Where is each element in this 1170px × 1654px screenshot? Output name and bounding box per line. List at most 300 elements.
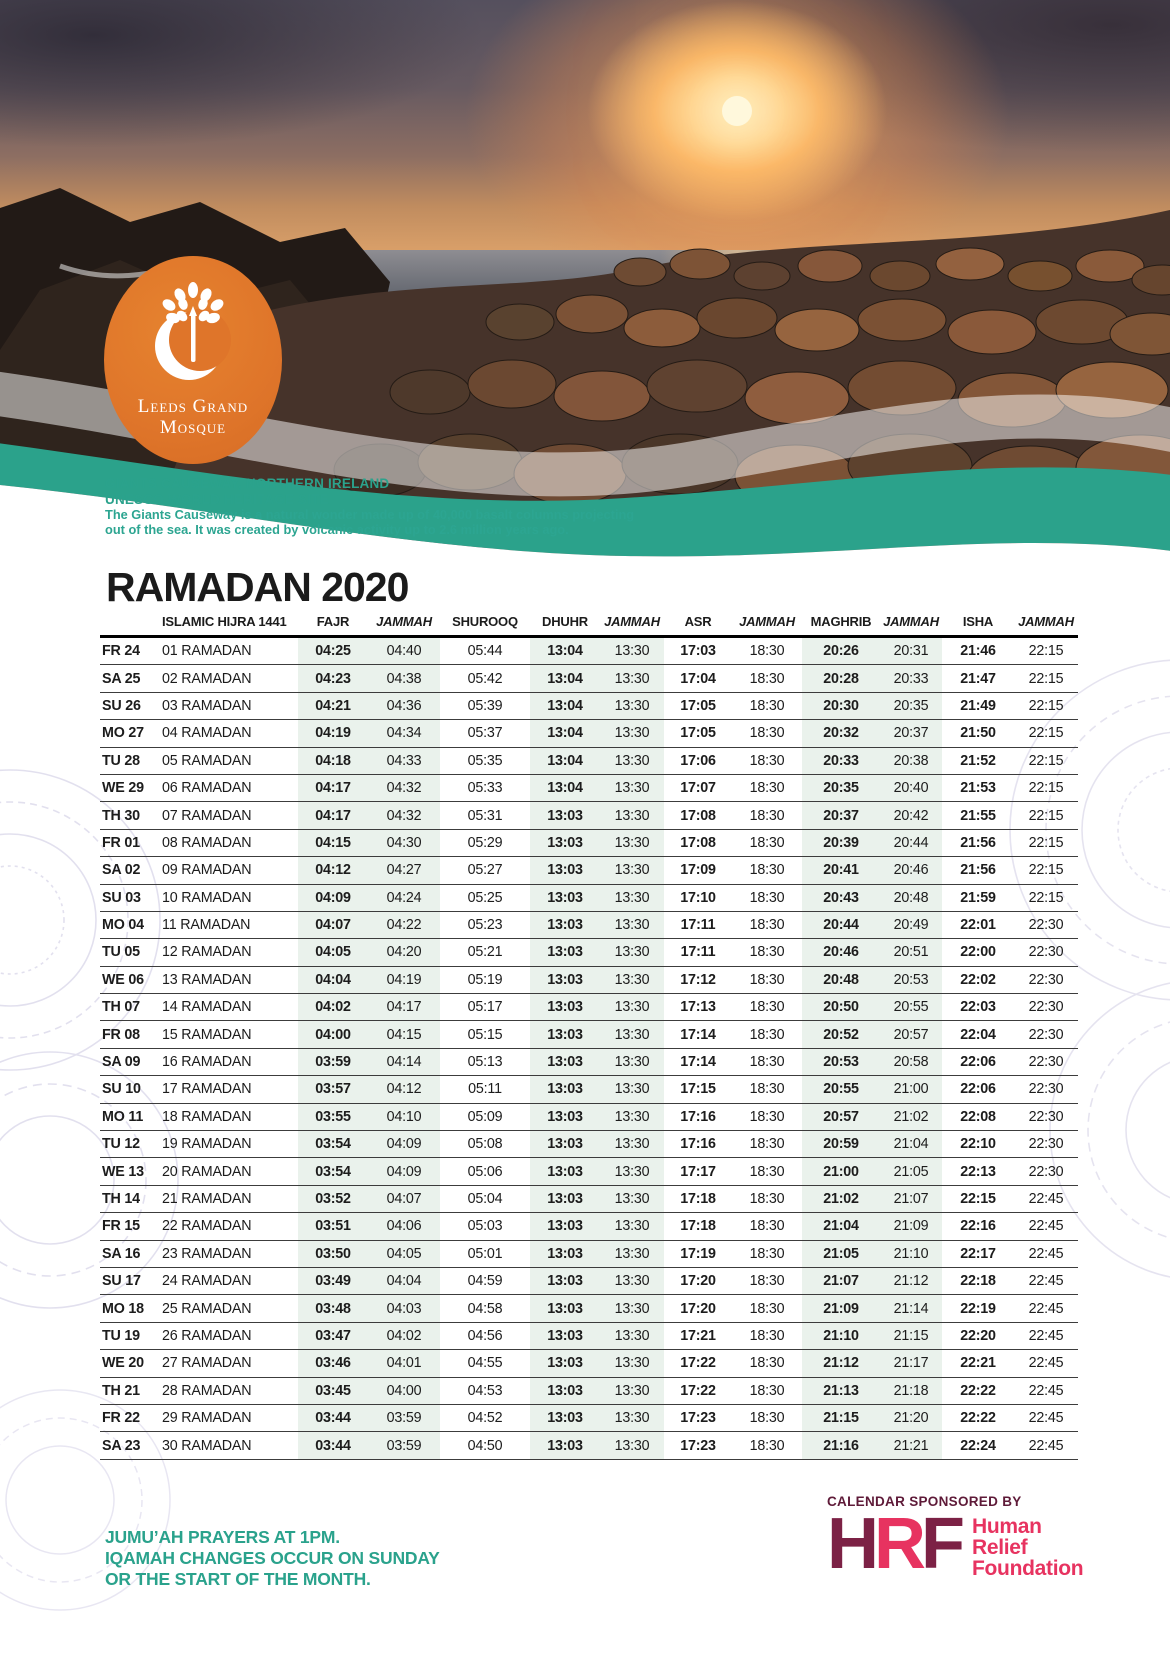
cell-dhuhr_jammah: 13:30 bbox=[600, 1076, 664, 1103]
cell-isha: 22:10 bbox=[942, 1131, 1014, 1158]
cell-fajr: 03:46 bbox=[298, 1350, 368, 1377]
cell-asr_jammah: 18:30 bbox=[732, 747, 802, 774]
cell-fajr_jammah: 04:24 bbox=[368, 884, 440, 911]
cell-isha: 22:08 bbox=[942, 1103, 1014, 1130]
cell-asr: 17:04 bbox=[664, 665, 732, 692]
cell-dhuhr: 13:03 bbox=[530, 1076, 600, 1103]
cell-fajr: 04:09 bbox=[298, 884, 368, 911]
cell-isha_jammah: 22:45 bbox=[1014, 1350, 1078, 1377]
cell-day: MO 27 bbox=[100, 720, 160, 747]
cell-asr: 17:05 bbox=[664, 692, 732, 719]
cell-maghrib_jammah: 21:07 bbox=[880, 1185, 942, 1212]
cell-maghrib_jammah: 20:38 bbox=[880, 747, 942, 774]
cell-maghrib_jammah: 20:55 bbox=[880, 994, 942, 1021]
cell-asr: 17:20 bbox=[664, 1295, 732, 1322]
cell-isha: 22:15 bbox=[942, 1185, 1014, 1212]
cell-fajr_jammah: 04:32 bbox=[368, 802, 440, 829]
cell-isha: 22:19 bbox=[942, 1295, 1014, 1322]
cell-asr_jammah: 18:30 bbox=[732, 1131, 802, 1158]
cell-dhuhr: 13:03 bbox=[530, 1048, 600, 1075]
cell-maghrib: 20:50 bbox=[802, 994, 880, 1021]
cell-day: SA 02 bbox=[100, 857, 160, 884]
cell-maghrib: 21:02 bbox=[802, 1185, 880, 1212]
cell-hijra: 01 RAMADAN bbox=[160, 637, 298, 665]
cell-maghrib_jammah: 20:51 bbox=[880, 939, 942, 966]
cell-fajr_jammah: 03:59 bbox=[368, 1432, 440, 1459]
cell-day: FR 24 bbox=[100, 637, 160, 665]
cell-hijra: 15 RAMADAN bbox=[160, 1021, 298, 1048]
sponsor-name-line2: Relief bbox=[971, 1536, 1028, 1559]
cell-day: SA 09 bbox=[100, 1048, 160, 1075]
cell-maghrib: 21:09 bbox=[802, 1295, 880, 1322]
cell-asr_jammah: 18:30 bbox=[732, 1048, 802, 1075]
cell-maghrib: 20:52 bbox=[802, 1021, 880, 1048]
cell-maghrib_jammah: 21:05 bbox=[880, 1158, 942, 1185]
cell-shurooq: 04:55 bbox=[440, 1350, 530, 1377]
cell-day: TU 05 bbox=[100, 939, 160, 966]
logo-text-line2: Mosque bbox=[159, 417, 227, 438]
cell-isha: 22:22 bbox=[942, 1377, 1014, 1404]
cell-asr_jammah: 18:30 bbox=[732, 1267, 802, 1294]
cell-isha: 22:24 bbox=[942, 1432, 1014, 1459]
cell-day: TU 12 bbox=[100, 1131, 160, 1158]
cell-fajr: 04:12 bbox=[298, 857, 368, 884]
cell-dhuhr: 13:03 bbox=[530, 1322, 600, 1349]
cell-isha: 22:01 bbox=[942, 911, 1014, 938]
cell-asr: 17:08 bbox=[664, 829, 732, 856]
cell-isha: 22:20 bbox=[942, 1322, 1014, 1349]
cell-shurooq: 05:19 bbox=[440, 966, 530, 993]
cell-maghrib_jammah: 20:35 bbox=[880, 692, 942, 719]
cell-isha: 21:49 bbox=[942, 692, 1014, 719]
cell-shurooq: 04:56 bbox=[440, 1322, 530, 1349]
cell-shurooq: 05:33 bbox=[440, 774, 530, 801]
cell-isha_jammah: 22:15 bbox=[1014, 747, 1078, 774]
footer-note-line1: JUMU’AH PRAYERS AT 1PM. bbox=[105, 1527, 340, 1547]
cell-maghrib: 20:41 bbox=[802, 857, 880, 884]
cell-dhuhr_jammah: 13:30 bbox=[600, 802, 664, 829]
cell-day: WE 13 bbox=[100, 1158, 160, 1185]
cell-asr: 17:06 bbox=[664, 747, 732, 774]
cell-isha: 22:17 bbox=[942, 1240, 1014, 1267]
table-row bbox=[100, 939, 1078, 966]
cell-isha_jammah: 22:45 bbox=[1014, 1295, 1078, 1322]
cell-asr_jammah: 18:30 bbox=[732, 1377, 802, 1404]
table-row bbox=[100, 692, 1078, 719]
cell-asr_jammah: 18:30 bbox=[732, 884, 802, 911]
cell-asr_jammah: 18:30 bbox=[732, 994, 802, 1021]
column-header-hijra: ISLAMIC HIJRA 1441 bbox=[160, 614, 298, 637]
cell-dhuhr_jammah: 13:30 bbox=[600, 1432, 664, 1459]
cell-dhuhr_jammah: 13:30 bbox=[600, 1213, 664, 1240]
cell-fajr: 03:47 bbox=[298, 1322, 368, 1349]
cell-asr_jammah: 18:30 bbox=[732, 1076, 802, 1103]
column-header-isha_jammah: JAMMAH bbox=[1014, 614, 1078, 637]
cell-isha_jammah: 22:30 bbox=[1014, 1131, 1078, 1158]
cell-maghrib: 20:48 bbox=[802, 966, 880, 993]
cell-isha_jammah: 22:15 bbox=[1014, 829, 1078, 856]
cell-shurooq: 05:13 bbox=[440, 1048, 530, 1075]
table-row bbox=[100, 1350, 1078, 1377]
cell-dhuhr: 13:04 bbox=[530, 720, 600, 747]
cell-asr: 17:14 bbox=[664, 1021, 732, 1048]
table-row bbox=[100, 994, 1078, 1021]
cell-day: SU 26 bbox=[100, 692, 160, 719]
cell-isha_jammah: 22:45 bbox=[1014, 1267, 1078, 1294]
cell-fajr: 03:50 bbox=[298, 1240, 368, 1267]
cell-maghrib: 20:53 bbox=[802, 1048, 880, 1075]
cell-dhuhr: 13:04 bbox=[530, 692, 600, 719]
cell-fajr_jammah: 04:07 bbox=[368, 1185, 440, 1212]
cell-maghrib_jammah: 20:46 bbox=[880, 857, 942, 884]
cell-shurooq: 05:25 bbox=[440, 884, 530, 911]
cell-maghrib_jammah: 20:49 bbox=[880, 911, 942, 938]
cell-dhuhr: 13:03 bbox=[530, 1404, 600, 1431]
cell-asr: 17:20 bbox=[664, 1267, 732, 1294]
column-header-day bbox=[100, 614, 160, 637]
cell-asr_jammah: 18:30 bbox=[732, 966, 802, 993]
cell-maghrib_jammah: 20:31 bbox=[880, 637, 942, 665]
cell-maghrib_jammah: 21:14 bbox=[880, 1295, 942, 1322]
cell-fajr: 03:45 bbox=[298, 1377, 368, 1404]
table-row bbox=[100, 1076, 1078, 1103]
cell-isha: 21:53 bbox=[942, 774, 1014, 801]
cell-isha_jammah: 22:45 bbox=[1014, 1185, 1078, 1212]
cell-hijra: 23 RAMADAN bbox=[160, 1240, 298, 1267]
cell-dhuhr: 13:03 bbox=[530, 857, 600, 884]
cell-fajr_jammah: 04:05 bbox=[368, 1240, 440, 1267]
cell-asr: 17:15 bbox=[664, 1076, 732, 1103]
cell-asr_jammah: 18:30 bbox=[732, 802, 802, 829]
cell-maghrib: 20:57 bbox=[802, 1103, 880, 1130]
table-row bbox=[100, 1295, 1078, 1322]
cell-hijra: 13 RAMADAN bbox=[160, 966, 298, 993]
cell-maghrib: 20:59 bbox=[802, 1131, 880, 1158]
table-row bbox=[100, 1158, 1078, 1185]
cell-maghrib_jammah: 21:21 bbox=[880, 1432, 942, 1459]
cell-asr: 17:23 bbox=[664, 1432, 732, 1459]
cell-maghrib: 20:26 bbox=[802, 637, 880, 665]
cell-fajr_jammah: 04:40 bbox=[368, 637, 440, 665]
cell-maghrib: 21:05 bbox=[802, 1240, 880, 1267]
cell-dhuhr_jammah: 13:30 bbox=[600, 665, 664, 692]
cell-shurooq: 04:58 bbox=[440, 1295, 530, 1322]
table-row bbox=[100, 1185, 1078, 1212]
cell-dhuhr_jammah: 13:30 bbox=[600, 994, 664, 1021]
cell-isha_jammah: 22:15 bbox=[1014, 802, 1078, 829]
cell-maghrib_jammah: 20:48 bbox=[880, 884, 942, 911]
caption-description-line2: out of the sea. It was created by volcanic activity up to 2.6 million years ago. bbox=[105, 522, 569, 537]
cell-fajr: 04:07 bbox=[298, 911, 368, 938]
cell-dhuhr: 13:03 bbox=[530, 939, 600, 966]
cell-day: SA 25 bbox=[100, 665, 160, 692]
prayer-table bbox=[100, 614, 1078, 1460]
cell-fajr: 04:17 bbox=[298, 774, 368, 801]
cell-hijra: 04 RAMADAN bbox=[160, 720, 298, 747]
cell-fajr_jammah: 04:09 bbox=[368, 1131, 440, 1158]
cell-day: FR 01 bbox=[100, 829, 160, 856]
cell-maghrib_jammah: 21:09 bbox=[880, 1213, 942, 1240]
cell-fajr_jammah: 04:09 bbox=[368, 1158, 440, 1185]
cell-dhuhr_jammah: 13:30 bbox=[600, 1295, 664, 1322]
cell-maghrib: 20:55 bbox=[802, 1076, 880, 1103]
cell-day: WE 20 bbox=[100, 1350, 160, 1377]
table-row bbox=[100, 720, 1078, 747]
cell-shurooq: 05:27 bbox=[440, 857, 530, 884]
cell-hijra: 28 RAMADAN bbox=[160, 1377, 298, 1404]
table-row bbox=[100, 1404, 1078, 1431]
cell-fajr: 04:18 bbox=[298, 747, 368, 774]
cell-shurooq: 05:03 bbox=[440, 1213, 530, 1240]
cell-hijra: 26 RAMADAN bbox=[160, 1322, 298, 1349]
table-row bbox=[100, 665, 1078, 692]
cell-fajr_jammah: 04:19 bbox=[368, 966, 440, 993]
cell-maghrib: 21:15 bbox=[802, 1404, 880, 1431]
cell-fajr: 04:19 bbox=[298, 720, 368, 747]
cell-maghrib: 20:35 bbox=[802, 774, 880, 801]
cell-hijra: 30 RAMADAN bbox=[160, 1432, 298, 1459]
logo-text bbox=[138, 396, 248, 438]
cell-shurooq: 05:35 bbox=[440, 747, 530, 774]
crescent-tree-icon bbox=[147, 282, 239, 394]
cell-hijra: 03 RAMADAN bbox=[160, 692, 298, 719]
cell-dhuhr: 13:04 bbox=[530, 637, 600, 665]
cell-isha: 22:04 bbox=[942, 1021, 1014, 1048]
table-row bbox=[100, 1432, 1078, 1459]
cell-shurooq: 05:06 bbox=[440, 1158, 530, 1185]
cell-dhuhr_jammah: 13:30 bbox=[600, 637, 664, 665]
cell-fajr_jammah: 04:36 bbox=[368, 692, 440, 719]
cell-shurooq: 04:50 bbox=[440, 1432, 530, 1459]
cell-isha_jammah: 22:30 bbox=[1014, 911, 1078, 938]
cell-maghrib: 20:30 bbox=[802, 692, 880, 719]
cell-isha: 22:18 bbox=[942, 1267, 1014, 1294]
cell-asr_jammah: 18:30 bbox=[732, 1103, 802, 1130]
table-row bbox=[100, 857, 1078, 884]
cell-asr_jammah: 18:30 bbox=[732, 911, 802, 938]
column-header-fajr_jammah: JAMMAH bbox=[368, 614, 440, 637]
cell-maghrib_jammah: 20:58 bbox=[880, 1048, 942, 1075]
cell-asr_jammah: 18:30 bbox=[732, 1158, 802, 1185]
cell-asr: 17:18 bbox=[664, 1185, 732, 1212]
cell-fajr: 04:05 bbox=[298, 939, 368, 966]
cell-asr: 17:09 bbox=[664, 857, 732, 884]
cell-asr_jammah: 18:30 bbox=[732, 1021, 802, 1048]
cell-maghrib: 21:07 bbox=[802, 1267, 880, 1294]
cell-maghrib_jammah: 21:12 bbox=[880, 1267, 942, 1294]
logo-text-line1: Leeds Grand bbox=[137, 396, 249, 417]
cell-asr: 17:11 bbox=[664, 939, 732, 966]
cell-hijra: 16 RAMADAN bbox=[160, 1048, 298, 1075]
cell-hijra: 17 RAMADAN bbox=[160, 1076, 298, 1103]
cell-asr_jammah: 18:30 bbox=[732, 829, 802, 856]
cell-maghrib_jammah: 21:00 bbox=[880, 1076, 942, 1103]
cell-asr: 17:22 bbox=[664, 1377, 732, 1404]
cell-day: WE 06 bbox=[100, 966, 160, 993]
cell-asr_jammah: 18:30 bbox=[732, 665, 802, 692]
cell-maghrib: 20:39 bbox=[802, 829, 880, 856]
cell-shurooq: 05:04 bbox=[440, 1185, 530, 1212]
cell-maghrib: 21:00 bbox=[802, 1158, 880, 1185]
cell-maghrib_jammah: 21:20 bbox=[880, 1404, 942, 1431]
cell-dhuhr_jammah: 13:30 bbox=[600, 1350, 664, 1377]
cell-asr: 17:13 bbox=[664, 994, 732, 1021]
cell-fajr_jammah: 04:04 bbox=[368, 1267, 440, 1294]
cell-dhuhr: 13:03 bbox=[530, 1213, 600, 1240]
cell-dhuhr_jammah: 13:30 bbox=[600, 1185, 664, 1212]
cell-maghrib: 20:43 bbox=[802, 884, 880, 911]
cell-maghrib: 20:37 bbox=[802, 802, 880, 829]
cell-isha_jammah: 22:45 bbox=[1014, 1322, 1078, 1349]
cell-day: TH 21 bbox=[100, 1377, 160, 1404]
cell-asr_jammah: 18:30 bbox=[732, 1240, 802, 1267]
cell-asr_jammah: 18:30 bbox=[732, 1404, 802, 1431]
cell-hijra: 25 RAMADAN bbox=[160, 1295, 298, 1322]
cell-fajr: 04:00 bbox=[298, 1021, 368, 1048]
cell-isha_jammah: 22:15 bbox=[1014, 692, 1078, 719]
cell-day: SU 17 bbox=[100, 1267, 160, 1294]
page-title: RAMADAN 2020 bbox=[106, 564, 409, 610]
cell-maghrib: 20:32 bbox=[802, 720, 880, 747]
cell-shurooq: 04:53 bbox=[440, 1377, 530, 1404]
cell-shurooq: 05:42 bbox=[440, 665, 530, 692]
cell-fajr: 03:48 bbox=[298, 1295, 368, 1322]
cell-maghrib_jammah: 20:44 bbox=[880, 829, 942, 856]
cell-isha: 21:47 bbox=[942, 665, 1014, 692]
cell-shurooq: 05:08 bbox=[440, 1131, 530, 1158]
cell-hijra: 22 RAMADAN bbox=[160, 1213, 298, 1240]
cell-hijra: 08 RAMADAN bbox=[160, 829, 298, 856]
cell-maghrib_jammah: 20:57 bbox=[880, 1021, 942, 1048]
cell-shurooq: 05:37 bbox=[440, 720, 530, 747]
table-row bbox=[100, 966, 1078, 993]
column-header-maghrib: MAGHRIB bbox=[802, 614, 880, 637]
cell-fajr_jammah: 04:10 bbox=[368, 1103, 440, 1130]
cell-day: TU 28 bbox=[100, 747, 160, 774]
cell-maghrib: 21:13 bbox=[802, 1377, 880, 1404]
cell-asr_jammah: 18:30 bbox=[732, 939, 802, 966]
cell-dhuhr_jammah: 13:30 bbox=[600, 720, 664, 747]
table-row bbox=[100, 1103, 1078, 1130]
cell-fajr: 03:59 bbox=[298, 1048, 368, 1075]
cell-shurooq: 04:59 bbox=[440, 1267, 530, 1294]
cell-fajr_jammah: 04:38 bbox=[368, 665, 440, 692]
cell-maghrib_jammah: 21:18 bbox=[880, 1377, 942, 1404]
table-row bbox=[100, 1021, 1078, 1048]
cell-shurooq: 05:15 bbox=[440, 1021, 530, 1048]
cell-fajr_jammah: 04:06 bbox=[368, 1213, 440, 1240]
cell-asr_jammah: 18:30 bbox=[732, 1295, 802, 1322]
cell-fajr_jammah: 04:22 bbox=[368, 911, 440, 938]
table-row bbox=[100, 774, 1078, 801]
cell-isha: 22:16 bbox=[942, 1213, 1014, 1240]
cell-isha_jammah: 22:30 bbox=[1014, 1103, 1078, 1130]
cell-asr: 17:22 bbox=[664, 1350, 732, 1377]
cell-fajr: 04:25 bbox=[298, 637, 368, 665]
cell-shurooq: 04:52 bbox=[440, 1404, 530, 1431]
cell-maghrib: 20:33 bbox=[802, 747, 880, 774]
cell-hijra: 07 RAMADAN bbox=[160, 802, 298, 829]
cell-fajr_jammah: 04:32 bbox=[368, 774, 440, 801]
column-header-shurooq: SHUROOQ bbox=[440, 614, 530, 637]
cell-asr_jammah: 18:30 bbox=[732, 1322, 802, 1349]
cell-asr: 17:21 bbox=[664, 1322, 732, 1349]
cell-isha: 21:55 bbox=[942, 802, 1014, 829]
table-row bbox=[100, 1213, 1078, 1240]
cell-dhuhr_jammah: 13:30 bbox=[600, 911, 664, 938]
cell-hijra: 10 RAMADAN bbox=[160, 884, 298, 911]
cell-dhuhr_jammah: 13:30 bbox=[600, 692, 664, 719]
cell-day: MO 11 bbox=[100, 1103, 160, 1130]
cell-dhuhr_jammah: 13:30 bbox=[600, 747, 664, 774]
cell-dhuhr_jammah: 13:30 bbox=[600, 1131, 664, 1158]
cell-hijra: 05 RAMADAN bbox=[160, 747, 298, 774]
table-row bbox=[100, 747, 1078, 774]
cell-fajr: 04:04 bbox=[298, 966, 368, 993]
cell-dhuhr_jammah: 13:30 bbox=[600, 829, 664, 856]
cell-day: TU 19 bbox=[100, 1322, 160, 1349]
cell-dhuhr: 13:03 bbox=[530, 911, 600, 938]
cell-maghrib: 21:04 bbox=[802, 1213, 880, 1240]
cell-hijra: 11 RAMADAN bbox=[160, 911, 298, 938]
cell-maghrib: 20:28 bbox=[802, 665, 880, 692]
cell-dhuhr: 13:03 bbox=[530, 994, 600, 1021]
cell-maghrib_jammah: 21:10 bbox=[880, 1240, 942, 1267]
cell-dhuhr: 13:04 bbox=[530, 747, 600, 774]
sponsor-name-line1: Human bbox=[971, 1515, 1042, 1538]
cell-fajr: 03:54 bbox=[298, 1158, 368, 1185]
cell-fajr_jammah: 04:34 bbox=[368, 720, 440, 747]
column-header-fajr: FAJR bbox=[298, 614, 368, 637]
cell-isha: 22:13 bbox=[942, 1158, 1014, 1185]
caption-location: GIANTS CAUSEWAY, NORTHERN IRELAND bbox=[105, 476, 390, 491]
cell-dhuhr: 13:03 bbox=[530, 829, 600, 856]
cell-day: TH 07 bbox=[100, 994, 160, 1021]
hrf-logo bbox=[827, 1504, 960, 1584]
cell-dhuhr: 13:03 bbox=[530, 1377, 600, 1404]
cell-isha_jammah: 22:30 bbox=[1014, 1076, 1078, 1103]
cell-fajr: 04:17 bbox=[298, 802, 368, 829]
cell-day: MO 04 bbox=[100, 911, 160, 938]
cell-asr: 17:07 bbox=[664, 774, 732, 801]
cell-maghrib_jammah: 20:53 bbox=[880, 966, 942, 993]
cell-maghrib_jammah: 20:33 bbox=[880, 665, 942, 692]
cell-fajr: 03:55 bbox=[298, 1103, 368, 1130]
cell-fajr_jammah: 04:12 bbox=[368, 1076, 440, 1103]
cell-maghrib_jammah: 21:02 bbox=[880, 1103, 942, 1130]
footer-note-line3: OR THE START OF THE MONTH. bbox=[105, 1569, 371, 1589]
cell-fajr: 03:52 bbox=[298, 1185, 368, 1212]
cell-fajr_jammah: 03:59 bbox=[368, 1404, 440, 1431]
cell-fajr_jammah: 04:27 bbox=[368, 857, 440, 884]
column-header-asr_jammah: JAMMAH bbox=[732, 614, 802, 637]
cell-dhuhr: 13:03 bbox=[530, 1131, 600, 1158]
cell-isha_jammah: 22:30 bbox=[1014, 1021, 1078, 1048]
cell-maghrib_jammah: 20:40 bbox=[880, 774, 942, 801]
cell-dhuhr: 13:03 bbox=[530, 1350, 600, 1377]
cell-fajr: 03:44 bbox=[298, 1404, 368, 1431]
cell-fajr_jammah: 04:33 bbox=[368, 747, 440, 774]
cell-dhuhr: 13:04 bbox=[530, 665, 600, 692]
cell-shurooq: 05:09 bbox=[440, 1103, 530, 1130]
cell-isha: 22:21 bbox=[942, 1350, 1014, 1377]
cell-day: FR 15 bbox=[100, 1213, 160, 1240]
cell-dhuhr: 13:03 bbox=[530, 1185, 600, 1212]
cell-fajr_jammah: 04:00 bbox=[368, 1377, 440, 1404]
cell-isha_jammah: 22:15 bbox=[1014, 884, 1078, 911]
cell-isha: 22:06 bbox=[942, 1076, 1014, 1103]
cell-isha_jammah: 22:15 bbox=[1014, 774, 1078, 801]
